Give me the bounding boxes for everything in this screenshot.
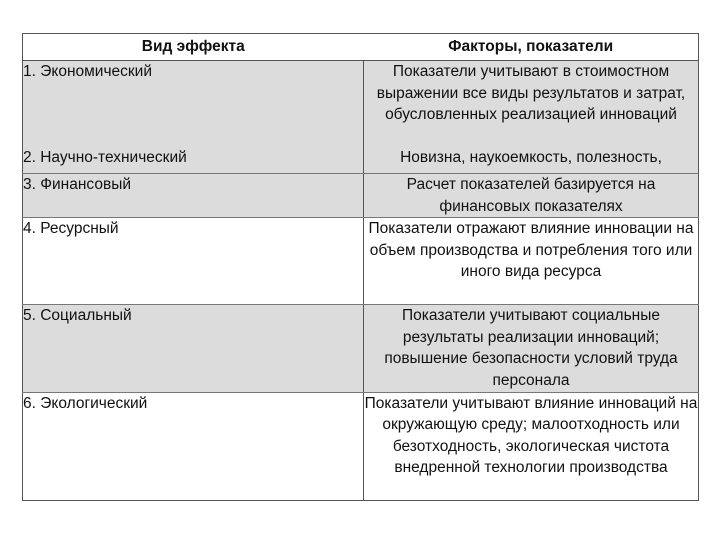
table-row bbox=[23, 147, 699, 174]
effect-type-cell: 3. Финансовый bbox=[23, 174, 364, 218]
effect-type-cell: 1. Экономический bbox=[23, 61, 364, 147]
table-row bbox=[23, 392, 699, 500]
factors-cell: Показатели учитывают влияние инноваций на окружающую среду; малоотходность или безотходность, экологическая чистота внедренной технологии производства bbox=[364, 392, 699, 500]
table-row bbox=[23, 174, 699, 218]
table-row bbox=[23, 305, 699, 392]
effect-type-cell: 5. Социальный bbox=[23, 305, 364, 392]
factors-cell: Новизна, наукоемкость, полезность, bbox=[364, 147, 699, 174]
effects-table bbox=[22, 33, 699, 501]
header-factors: Факторы, показатели bbox=[364, 34, 699, 61]
table-row bbox=[23, 218, 699, 305]
factors-cell: Показатели учитывают в стоимостном выражении все виды результатов и затрат, обусловленных реализацией инноваций bbox=[364, 61, 699, 147]
effect-type-cell: 6. Экологический bbox=[23, 392, 364, 500]
header-row bbox=[23, 34, 699, 61]
factors-cell: Расчет показателей базируется на финансовых показателях bbox=[364, 174, 699, 218]
factors-cell: Показатели отражают влияние инновации на объем производства и потребления того или иного вида ресурса bbox=[364, 218, 699, 305]
effect-type-cell: 4. Ресурсный bbox=[23, 218, 364, 305]
table-row bbox=[23, 61, 699, 147]
effect-type-cell: 2. Научно-технический bbox=[23, 147, 364, 174]
header-effect-type: Вид эффекта bbox=[23, 34, 364, 61]
factors-cell: Показатели учитывают социальные результаты реализации инноваций; повышение безопасности условий труда персонала bbox=[364, 305, 699, 392]
